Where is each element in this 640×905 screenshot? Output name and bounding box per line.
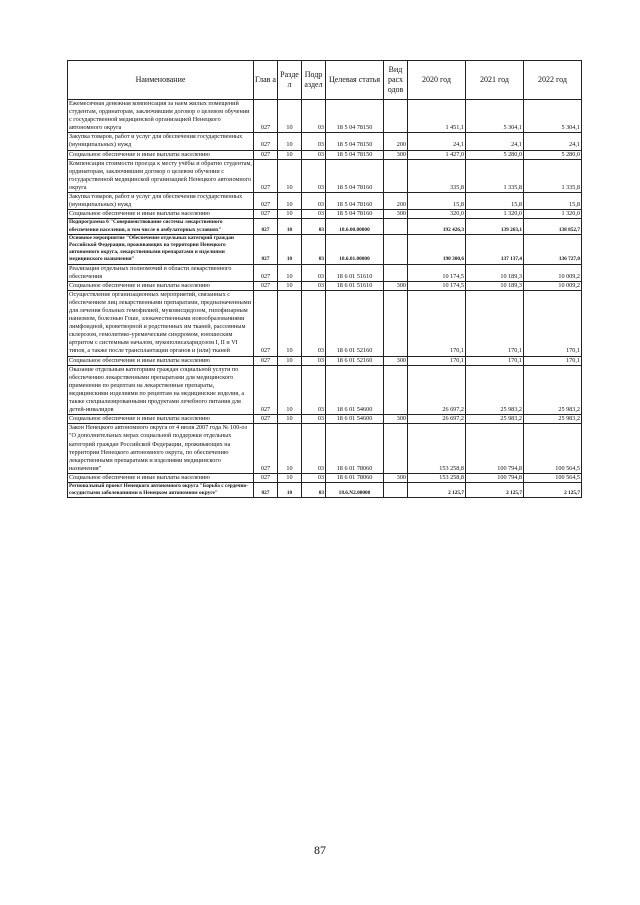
cell-expense-type: 300 (384, 356, 408, 365)
cell-section: 10 (278, 234, 302, 264)
header-name: Наименование (68, 61, 254, 100)
cell-2021: 1 335,8 (466, 159, 524, 192)
cell-target-article: 18.6.01.00000 (326, 234, 384, 264)
cell-subsection: 03 (302, 365, 326, 415)
cell-expense-type: 300 (384, 150, 408, 159)
cell-target-article: 18 5 04 78150 (326, 150, 384, 159)
table-row (68, 473, 582, 482)
cell-chapter: 027 (254, 473, 278, 482)
cell-2022: 24,1 (524, 133, 582, 150)
cell-name: Региональный проект Ненецкого автономного округа "Борьба с сердечно-сосудистыми заболеваниями в Ненецком автономном округе" (68, 482, 254, 497)
cell-2021: 10 189,3 (466, 264, 524, 281)
cell-expense-type (384, 264, 408, 281)
cell-chapter: 027 (254, 281, 278, 290)
cell-section: 10 (278, 482, 302, 497)
cell-expense-type: 300 (384, 210, 408, 219)
budget-table (67, 60, 582, 498)
cell-target-article: 18 6 01 52160 (326, 290, 384, 356)
cell-name: Социальное обеспечение и иные выплаты населению (68, 210, 254, 219)
cell-2020: 192 426,3 (408, 219, 466, 234)
table-row (68, 159, 582, 192)
cell-section: 10 (278, 150, 302, 159)
table-row (68, 219, 582, 234)
cell-chapter: 027 (254, 234, 278, 264)
cell-subsection: 03 (302, 210, 326, 219)
cell-2020: 2 125,7 (408, 482, 466, 497)
cell-subsection: 03 (302, 415, 326, 424)
cell-2022: 138 852,7 (524, 219, 582, 234)
cell-2022: 2 125,7 (524, 482, 582, 497)
cell-name: Оказание отдельным категориям граждан социальной услуги по обеспечению лекарственными препаратами для медицинского применения по рецептам на лекарственные препараты, медицинскими изделиями по рецептам на медицинские изделия, а также специализированными продуктами лечебного питания для детей-инвалидов (68, 365, 254, 415)
cell-2021: 2 125,7 (466, 482, 524, 497)
cell-chapter: 027 (254, 210, 278, 219)
cell-section: 10 (278, 159, 302, 192)
cell-name: Социальное обеспечение и иные выплаты населению (68, 281, 254, 290)
cell-2021: 137 137,4 (466, 234, 524, 264)
cell-section: 10 (278, 290, 302, 356)
header-2021: 2021 год (466, 61, 524, 100)
header-section: Разде л (278, 61, 302, 100)
cell-expense-type: 200 (384, 133, 408, 150)
cell-target-article: 18 5 04 78160 (326, 210, 384, 219)
cell-subsection: 03 (302, 159, 326, 192)
cell-chapter: 027 (254, 415, 278, 424)
cell-chapter: 027 (254, 193, 278, 210)
cell-subsection: 03 (302, 219, 326, 234)
table-row (68, 365, 582, 415)
cell-target-article: 18 6 01 54600 (326, 415, 384, 424)
cell-2020: 10 174,5 (408, 281, 466, 290)
cell-name: Социальное обеспечение и иные выплаты населению (68, 415, 254, 424)
header-expense-type: Вид расх одов (384, 61, 408, 100)
cell-2021: 25 983,2 (466, 365, 524, 415)
header-chapter: Глав а (254, 61, 278, 100)
cell-2021: 139 263,1 (466, 219, 524, 234)
cell-expense-type: 300 (384, 415, 408, 424)
cell-2020: 170,1 (408, 356, 466, 365)
cell-target-article: 18 5 04 78150 (326, 133, 384, 150)
table-row (68, 234, 582, 264)
cell-chapter: 027 (254, 365, 278, 415)
cell-2020: 190 300,6 (408, 234, 466, 264)
cell-expense-type: 200 (384, 193, 408, 210)
cell-2022: 170,1 (524, 290, 582, 356)
page-number: 87 (314, 843, 326, 857)
cell-2022: 25 983,2 (524, 365, 582, 415)
cell-2022: 5 280,0 (524, 150, 582, 159)
table-header-row (68, 61, 582, 100)
cell-name: Социальное обеспечение и иные выплаты населению (68, 473, 254, 482)
cell-section: 10 (278, 424, 302, 474)
table-row (68, 281, 582, 290)
table-row (68, 100, 582, 133)
cell-2021: 15,8 (466, 193, 524, 210)
header-target-article: Целевая статья (326, 61, 384, 100)
cell-name: Компенсация стоимости проезда к месту учёбы и обратно студентам, ординаторам, заключившим договор о целевом обучении с государственной медицинской организацией Ненецкого автономного округа (69, 159, 252, 191)
cell-expense-type: 300 (384, 281, 408, 290)
cell-target-article: 18 5 04 78160 (326, 193, 384, 210)
cell-target-article: 18 6 01 54600 (326, 365, 384, 415)
cell-chapter: 027 (254, 290, 278, 356)
cell-chapter: 027 (254, 100, 278, 133)
table-row (68, 193, 582, 210)
cell-name: Закупка товаров, работ и услуг для обеспечения государственных (муниципальных) нужд (68, 193, 254, 210)
cell-2020: 1 451,1 (408, 100, 466, 133)
cell-name: Социальное обеспечение и иные выплаты населению (68, 356, 254, 365)
cell-2021: 5 304,1 (466, 100, 524, 133)
cell-2021: 1 320,0 (466, 210, 524, 219)
cell-subsection: 03 (302, 290, 326, 356)
table-row (68, 415, 582, 424)
cell-target-article: 18 6 01 78060 (326, 473, 384, 482)
header-subsection: Подр аздел (302, 61, 326, 100)
cell-name: Социальное обеспечение и иные выплаты населению (68, 150, 254, 159)
cell-chapter: 027 (254, 133, 278, 150)
cell-target-article: 18 6 01 51610 (326, 281, 384, 290)
cell-name: Ежемесячная денежная компенсация за наем жилых помещений студентам, ординаторам, заключившим договор о целевом обучении с государственной медицинской организацией Ненецкого автономного округа (68, 100, 254, 133)
cell-subsection: 03 (302, 482, 326, 497)
cell-2022: 15,8 (524, 193, 582, 210)
cell-section: 10 (278, 264, 302, 281)
cell-section: 10 (278, 193, 302, 210)
cell-section: 10 (278, 365, 302, 415)
cell-subsection: 03 (302, 356, 326, 365)
cell-2021: 25 983,2 (466, 415, 524, 424)
cell-expense-type: 300 (384, 473, 408, 482)
cell-2020: 10 174,5 (408, 264, 466, 281)
cell-subsection: 03 (302, 100, 326, 133)
cell-section: 10 (278, 356, 302, 365)
cell-2020: 153 258,8 (408, 473, 466, 482)
cell-2022: 100 564,5 (524, 473, 582, 482)
cell-expense-type (384, 159, 408, 192)
cell-2022: 1 320,0 (524, 210, 582, 219)
table-row (68, 210, 582, 219)
cell-expense-type (384, 234, 408, 264)
cell-section: 10 (278, 219, 302, 234)
cell-target-article: 18.6.00.00000 (326, 219, 384, 234)
cell-2021: 170,1 (466, 356, 524, 365)
cell-2020: 335,8 (408, 159, 466, 192)
cell-target-article: 18 5 04 78160 (326, 159, 384, 192)
cell-section: 10 (278, 473, 302, 482)
cell-expense-type (384, 424, 408, 474)
cell-target-article: 18.6.N2.00000 (326, 482, 384, 497)
cell-target-article: 18 6 01 78060 (326, 424, 384, 474)
cell-name: Подпрограмма 6 "Совершенствование системы лекарственного обеспечения населения, в том числе в амбулаторных условиях" (68, 219, 254, 234)
cell-chapter: 027 (254, 264, 278, 281)
cell-subsection: 03 (302, 193, 326, 210)
cell-2022: 5 304,1 (524, 100, 582, 133)
cell-chapter: 027 (254, 482, 278, 497)
cell-2020: 15,8 (408, 193, 466, 210)
cell-subsection: 03 (302, 234, 326, 264)
cell-2021: 100 794,8 (466, 473, 524, 482)
cell-section: 10 (278, 210, 302, 219)
cell-2022: 170,1 (524, 356, 582, 365)
cell-subsection: 03 (302, 424, 326, 474)
cell-section: 10 (278, 133, 302, 150)
cell-2021: 170,1 (466, 290, 524, 356)
cell-chapter: 027 (254, 356, 278, 365)
cell-name: Закон Ненецкого автономного округа от 4 июля 2007 года № 100-оз "О дополнительных мерах социальной поддержки отдельных категорий граждан Российской Федерации, проживающих на территории Ненецкого автономного округа, по обеспечению лекарственными препаратами и изделиями медицинского назначения" (68, 424, 254, 474)
cell-name: Основное мероприятие "Обеспечение отдельных категорий граждан Российской Федерации, проживающих на территории Ненецкого автономного округа, лекарственными препаратами и изделиями медицинского назначения" (68, 234, 254, 264)
cell-section: 10 (278, 415, 302, 424)
table-row (68, 482, 582, 497)
cell-2020: 24,1 (408, 133, 466, 150)
table-row (68, 150, 582, 159)
table-row (68, 424, 582, 474)
cell-expense-type (384, 219, 408, 234)
cell-subsection: 03 (302, 133, 326, 150)
table-row (68, 290, 582, 356)
cell-section: 10 (278, 281, 302, 290)
cell-2020: 26 697,2 (408, 415, 466, 424)
cell-section: 10 (278, 100, 302, 133)
cell-name: Реализация отдельных полномочий в области лекарственного обеспечения (68, 264, 254, 281)
cell-subsection: 03 (302, 150, 326, 159)
table-row (68, 356, 582, 365)
cell-expense-type (384, 365, 408, 415)
cell-2022: 1 335,8 (524, 159, 582, 192)
cell-2022: 100 564,5 (524, 424, 582, 474)
cell-2020: 320,0 (408, 210, 466, 219)
cell-chapter: 027 (254, 219, 278, 234)
cell-2020: 170,1 (408, 290, 466, 356)
cell-2022: 10 009,2 (524, 281, 582, 290)
cell-2022: 25 983,2 (524, 415, 582, 424)
cell-2022: 10 009,2 (524, 264, 582, 281)
cell-target-article: 18 5 04 78150 (326, 100, 384, 133)
cell-name: Осуществление организационных мероприятий, связанных с обеспечением лиц лекарственными препаратами, предназначенными для лечения больных гемофилией, муковисцидозом, гипофизарным нанизмом, болезнью Гоше, злокачественными новообразованиями лимфоидной, кроветворной и родственных им тканей, рассеянным склерозом, гемолитико-уремическим синдромом, юношеским артритом с системным началом, мукополисахаридозом I, II и VI типов, а также после трансплантации органов и (или) тканей (68, 290, 254, 356)
cell-target-article: 18 6 01 52160 (326, 356, 384, 365)
table-row (68, 264, 582, 281)
table-body (68, 100, 582, 498)
cell-subsection: 03 (302, 264, 326, 281)
cell-2021: 24,1 (466, 133, 524, 150)
header-2022: 2022 год (524, 61, 582, 100)
cell-expense-type (384, 482, 408, 497)
cell-expense-type (384, 290, 408, 356)
cell-subsection: 03 (302, 473, 326, 482)
cell-2021: 100 794,8 (466, 424, 524, 474)
cell-2020: 26 697,2 (408, 365, 466, 415)
cell-subsection: 03 (302, 281, 326, 290)
table-row (68, 133, 582, 150)
cell-2022: 136 727,0 (524, 234, 582, 264)
cell-2021: 5 280,0 (466, 150, 524, 159)
cell-2020: 153 258,8 (408, 424, 466, 474)
cell-2020: 1 427,0 (408, 150, 466, 159)
cell-chapter: 027 (254, 150, 278, 159)
cell-name: Закупка товаров, работ и услуг для обеспечения государственных (муниципальных) нужд (68, 133, 254, 150)
cell-chapter: 027 (254, 424, 278, 474)
cell-chapter: 027 (254, 159, 278, 192)
cell-target-article: 18 6 01 51610 (326, 264, 384, 281)
header-2020: 2020 год (408, 61, 466, 100)
cell-2021: 10 189,3 (466, 281, 524, 290)
cell-expense-type (384, 100, 408, 133)
